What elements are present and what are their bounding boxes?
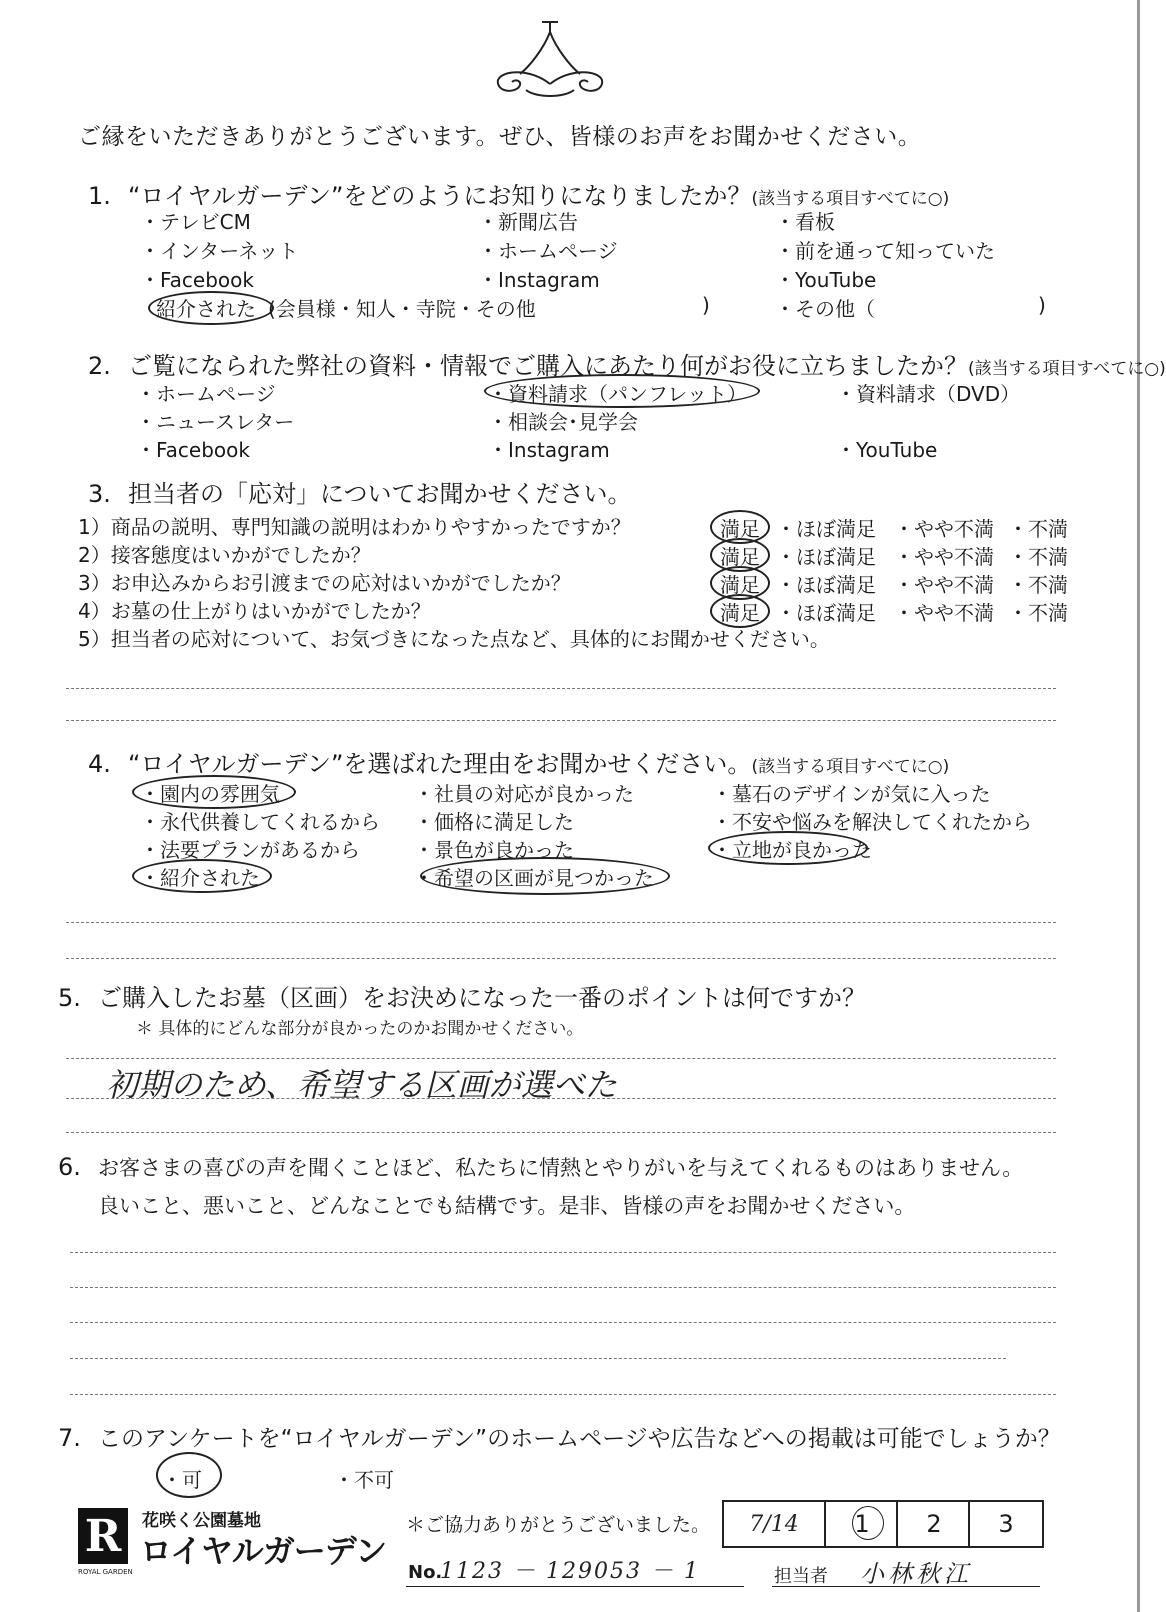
q1-option[interactable]: ・看板 [775,210,835,234]
intro-text: ご縁をいただきありがとうございます。ぜひ、皆様のお声をお聞かせください。 [78,124,922,150]
box-option-2[interactable]: 2 [896,1502,970,1546]
answer-circle [148,291,274,325]
q2-option[interactable]: ・YouTube [836,438,938,462]
rating-dissatisfied[interactable]: ・不満 [1008,545,1068,569]
q6-text-line2: 良いこと、悪いこと、どんなことでも結構です。是非、皆様の声をお聞かせください。 [98,1194,916,1218]
q2-title: ご覧になられた弊社の資料・情報でご購入にあたり何がお役に立ちましたか？ [128,352,968,380]
brand-name-en: ROYAL GARDEN [78,1568,133,1576]
q1-option[interactable]: ・前を通って知っていた [775,239,995,263]
q2-option[interactable]: ・Facebook [136,438,250,462]
q4-option[interactable]: ・紹介された [140,866,260,890]
q1-option[interactable]: ・Facebook [140,268,254,292]
q2-option[interactable]: ・ニュースレター [136,410,295,434]
brand-name: ロイヤルガーデン [140,1532,387,1570]
scan-edge [1137,0,1140,1612]
q4-option[interactable]: ・法要プランがあるから [140,838,360,862]
staff-name: 小林秋江 [860,1560,972,1588]
underline [406,1586,744,1587]
q1-option[interactable]: ・Instagram [478,268,600,292]
answer-circle [708,831,868,865]
rating-satisfied[interactable]: 満足 [720,545,760,569]
write-line [70,1287,1056,1288]
q4-option[interactable]: ・永代供養してくれるから [140,810,380,834]
q5-heading [58,978,866,1013]
underline [772,1586,1040,1587]
q7-heading [58,1420,1061,1453]
answer-circle [132,775,296,809]
write-line [66,922,1056,923]
q6-number: 6. [58,1153,81,1181]
q3-number: 3. [88,480,111,508]
rating-mostly-satisfied[interactable]: ・ほぼ満足 [776,517,876,541]
brand-logo: R [78,1508,128,1564]
q7-title: このアンケートを“ロイヤルガーデン”のホームページや広告などへの掲載は可能でしょうか？ [98,1426,1061,1452]
write-line [70,1358,1006,1359]
write-line [66,688,1056,689]
rating-slightly-dissatisfied[interactable]: ・やや不満 [894,517,994,541]
rating-mostly-satisfied[interactable]: ・ほぼ満足 [776,573,876,597]
q1-option[interactable]: ・ホームページ [478,239,618,263]
write-line [66,720,1056,721]
rating-slightly-dissatisfied[interactable]: ・やや不満 [894,573,994,597]
q1-paren-close: ) [702,293,710,317]
write-line [70,1394,1056,1395]
q2-option[interactable]: ・相談会･見学会 [488,410,638,434]
q3-title: 担当者の「応対」についてお聞かせください。 [128,480,632,508]
answer-circle [710,594,770,628]
box-option-1[interactable]: 1 [824,1502,898,1546]
q2-option[interactable]: ・ホームページ [136,382,276,406]
rating-dissatisfied[interactable]: ・不満 [1008,573,1068,597]
serial-label: No. [408,1562,443,1583]
q6-heading [58,1152,1023,1182]
q5-number: 5. [58,984,81,1012]
write-line [66,958,1056,959]
q1-paren-close: ) [1038,293,1046,317]
q4-option[interactable]: ・園内の雰囲気 [140,782,280,806]
q1-option[interactable]: ・テレビCM [140,210,251,234]
q7-option-yes[interactable]: ・可 [162,1468,202,1492]
q7-number: 7. [58,1424,81,1452]
rating-satisfied[interactable]: 満足 [720,573,760,597]
q3-item: 4）お墓の仕上がりはいかがでしたか？ [78,599,431,623]
write-line [70,1322,1056,1323]
write-line [70,1252,1056,1253]
q5-note: ＊ 具体的にどんな部分が良かったのかお聞かせください。 [136,1019,584,1039]
q6-text-line1: お客さまの喜びの声を聞くことほど、私たちに情熱とやりがいを与えてくれるものはありません。 [98,1156,1024,1180]
q2-note: (該当する項目すべてに○) [968,359,1166,379]
box-option-3[interactable]: 3 [968,1502,1042,1546]
answer-circle [420,857,670,895]
answer-circle [852,1506,884,1540]
q4-title: “ロイヤルガーデン”を選ばれた理由をお聞かせください。 [128,750,752,778]
q4-option[interactable]: ・価格に満足した [414,810,574,834]
rating-mostly-satisfied[interactable]: ・ほぼ満足 [776,545,876,569]
q3-heading [88,474,632,509]
q3-item: 2）接客態度はいかがでしたか？ [78,543,371,567]
q2-option[interactable]: ・Instagram [488,438,610,462]
serial-number: 1123 － 129053 － 1 [440,1559,700,1584]
write-line [66,1132,1056,1133]
q2-number: 2. [88,352,111,380]
q4-option[interactable]: ・景色が良かった [414,838,574,862]
answer-circle [132,859,272,893]
q7-option-no[interactable]: ・不可 [334,1468,394,1492]
q4-option[interactable]: ・墓石のデザインが気に入った [712,782,991,806]
rating-dissatisfied[interactable]: ・不満 [1008,601,1068,625]
rating-slightly-dissatisfied[interactable]: ・やや不満 [894,545,994,569]
q1-option-other[interactable]: ・その他（ [775,297,875,321]
q3-item: 1）商品の説明、専門知識の説明はわかりやすかったですか？ [78,515,631,539]
q4-option[interactable]: ・希望の区画が見つかった [414,866,654,890]
ornament-icon [490,18,610,100]
answer-circle [156,1452,222,1498]
q1-title: “ロイヤルガーデン”をどのようにお知りになりましたか？ [128,182,752,210]
q2-option[interactable]: ・資料請求（DVD） [836,382,1021,406]
q4-note: (該当する項目すべてに○) [751,757,950,777]
q4-option[interactable]: ・不安や悩みを解決してくれたから [712,810,1032,834]
write-line [66,1058,1056,1059]
q1-option[interactable]: ・YouTube [775,268,877,292]
q1-number: 1. [88,182,111,210]
q4-option[interactable]: ・立地が良かった [712,838,872,862]
q5-handwritten-answer[interactable]: 初期のため、希望する区画が選べた [106,1066,617,1104]
rating-mostly-satisfied[interactable]: ・ほぼ満足 [776,601,876,625]
q1-option[interactable]: ・新聞広告 [478,210,578,234]
q4-number: 4. [88,750,111,778]
q1-option[interactable]: ・インターネット [140,239,299,263]
answer-circle [484,374,760,408]
brand-subtitle: 花咲く公園墓地 [142,1511,261,1531]
q4-heading [88,744,949,779]
thanks-text: ＊ご協力ありがとうございました。 [406,1514,711,1536]
write-line [66,1098,1056,1099]
q3-item: 5）担当者の応対について、お気づきになった点など、具体的にお聞かせください。 [78,627,830,651]
q1-option-referral[interactable]: 紹介された [156,297,256,321]
rating-dissatisfied[interactable]: ・不満 [1008,517,1068,541]
q1-note: (該当する項目すべてに○) [751,189,950,209]
date-cell: 7/14 [749,1511,799,1537]
q3-item: 3）お申込みからお引渡までの応対はいかがでしたか？ [78,571,571,595]
q1-option-referral-detail: (会員様・知人・寺院・その他 [268,297,536,321]
rating-satisfied[interactable]: 満足 [720,601,760,625]
q4-option[interactable]: ・社員の対応が良かった [414,782,634,806]
q5-title: ご購入したお墓（区画）をお決めになった一番のポイントは何ですか？ [98,984,866,1012]
q2-option[interactable]: ・資料請求（パンフレット） [488,382,747,406]
rating-satisfied[interactable]: 満足 [720,517,760,541]
rating-slightly-dissatisfied[interactable]: ・やや不満 [894,601,994,625]
staff-label: 担当者 [774,1566,828,1587]
